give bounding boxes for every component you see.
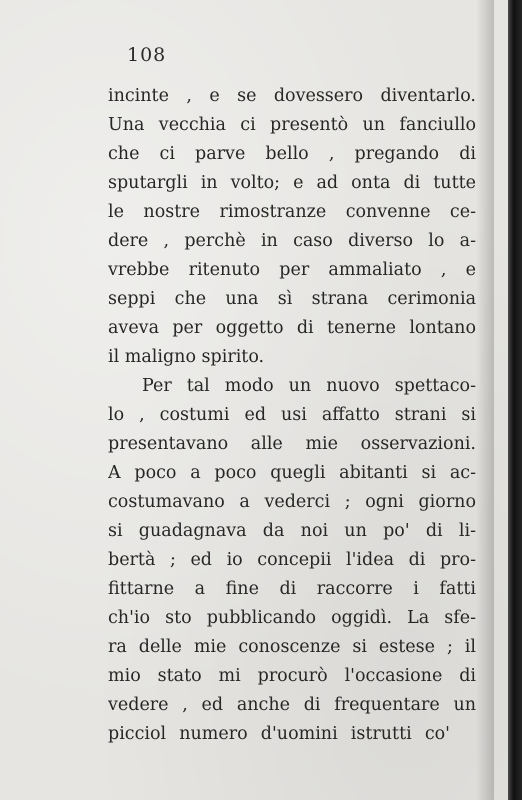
text-line: bertà ; ed io concepii l'idea di pro- xyxy=(108,550,476,570)
text-line: presentavano alle mie osservazioni. xyxy=(108,434,476,454)
text-line: picciol numero d'uomini istrutti co' xyxy=(108,724,450,744)
paragraph-start-line: Per tal modo un nuovo spettaco- xyxy=(142,376,476,396)
text-line: le nostre rimostranze convenne ce- xyxy=(108,202,476,222)
text-line: incinte , e se dovessero diventarlo. xyxy=(108,86,476,106)
text-line: si guadagnava da noi un po' di li- xyxy=(108,521,476,541)
text-line: seppi che una sì strana cerimonia xyxy=(108,289,476,309)
text-line: sputargli in volto; e ad onta di tutte xyxy=(108,173,476,193)
book-spine-edge xyxy=(508,0,522,800)
text-line: vrebbe ritenuto per ammaliato , e xyxy=(108,260,476,280)
text-line: lo , costumi ed usi affatto strani si xyxy=(108,405,476,425)
text-line: ra delle mie conoscenze si estese ; il xyxy=(108,637,476,657)
text-line: mio stato mi procurò l'occasione di xyxy=(108,666,476,686)
text-line: ch'io sto pubblicando oggidì. La sfe- xyxy=(108,608,476,628)
text-line: costumavano a vederci ; ogni giorno xyxy=(108,492,476,512)
text-line: che ci parve bello , pregando di xyxy=(108,144,476,164)
text-line: A poco a poco quegli abitanti si ac- xyxy=(108,463,476,483)
gutter-shadow xyxy=(476,0,494,800)
page-number: 108 xyxy=(127,44,167,66)
paragraph-end-line: il maligno spirito. xyxy=(108,347,265,367)
text-line: fittarne a fine di raccorre i fatti xyxy=(108,579,476,599)
body-text xyxy=(108,82,476,749)
text-line: dere , perchè in caso diverso lo a- xyxy=(108,231,476,251)
text-line: aveva per oggetto di tenerne lontano xyxy=(108,318,476,338)
text-line: Una vecchia ci presentò un fanciullo xyxy=(108,115,476,135)
text-line: vedere , ed anche di frequentare un xyxy=(108,695,476,715)
